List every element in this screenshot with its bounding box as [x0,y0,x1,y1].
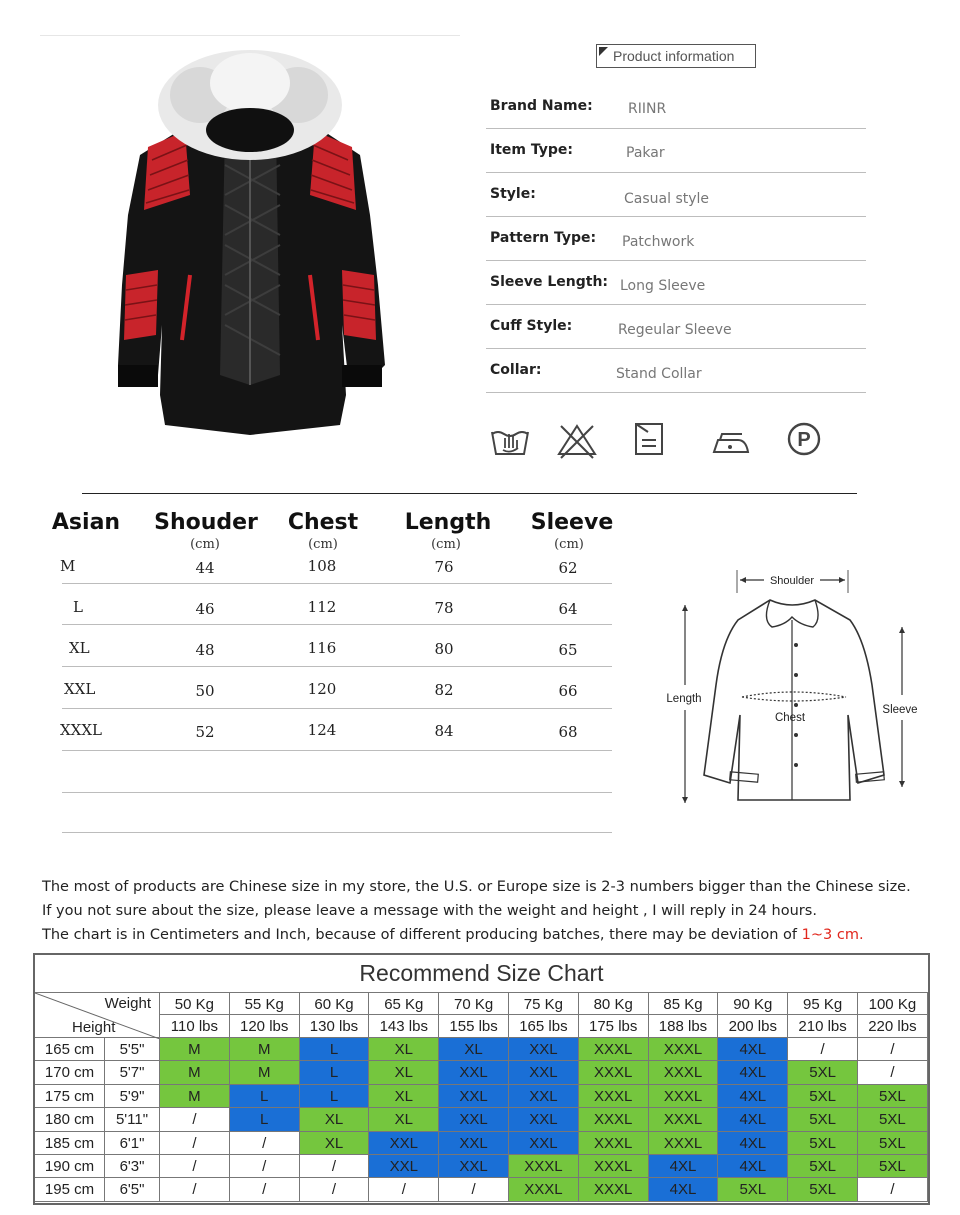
info-value: Patchwork [622,234,695,250]
size-recommend-cell: / [858,1038,928,1061]
weight-lbs-cell: 220 lbs [858,1015,928,1038]
weight-lbs-cell: 200 lbs [718,1015,788,1038]
size-recommend-cell: 4XL [718,1108,788,1131]
weight-kg-cell: 75 Kg [509,992,579,1015]
corner-triangle-icon [599,47,608,56]
table-rule [62,583,612,584]
size-recommend-cell: 4XL [718,1155,788,1178]
note-line-3 [42,927,864,943]
size-cell: 76 [434,558,454,576]
size-unit: (cm) [431,537,461,552]
hand-wash-icon [488,420,532,460]
height-cm-cell: 180 cm [35,1108,105,1131]
measurement-diagram [660,565,930,810]
size-recommend-cell: XXL [509,1108,579,1131]
size-cell: L [73,598,83,616]
sleeve-label: Sleeve [882,704,918,716]
size-header-shoulder: Shouder [154,510,258,535]
size-recommend-cell: L [300,1061,370,1084]
info-label: Style: [490,186,536,202]
info-row-pattern-type [486,216,866,261]
weight-lbs-cell: 130 lbs [300,1015,370,1038]
size-recommend-cell: XXL [369,1132,439,1155]
size-recommend-cell: L [230,1085,300,1108]
size-recommend-cell: 5XL [788,1132,858,1155]
size-recommend-cell: M [230,1061,300,1084]
size-recommend-cell: / [160,1178,230,1201]
size-recommend-cell: XXL [369,1155,439,1178]
weight-kg-cell: 50 Kg [160,992,230,1015]
table-rule [62,832,612,833]
size-recommend-cell: 4XL [649,1178,719,1201]
size-recommend-cell: XXL [509,1132,579,1155]
size-cell: 50 [195,682,215,700]
size-recommend-cell: XXL [439,1155,509,1178]
table-rule [62,792,612,793]
weight-lbs-cell: 210 lbs [788,1015,858,1038]
size-cell: XXL [64,680,96,698]
size-recommend-cell: L [300,1038,370,1061]
info-row-collar [486,348,866,393]
size-cell: XXXL [60,721,102,739]
size-recommend-cell: 4XL [718,1085,788,1108]
chest-label: Chest [774,712,806,724]
height-cm-cell: 190 cm [35,1155,105,1178]
height-cm-cell: 165 cm [35,1038,105,1061]
info-value: Pakar [626,145,665,161]
weight-lbs-cell: 155 lbs [439,1015,509,1038]
height-ft-cell: 6'5" [105,1178,160,1201]
size-cell: 44 [195,559,215,577]
size-cell: 65 [558,641,578,659]
size-cell: XL [69,639,90,657]
size-recommend-cell: XXXL [509,1155,579,1178]
weight-kg-cell: 70 Kg [439,992,509,1015]
product-jacket-image [40,35,460,455]
size-cell: 78 [434,599,454,617]
size-header-sleeve: Sleeve [530,510,614,535]
size-recommend-cell: XXXL [649,1038,719,1061]
size-cell: 68 [558,723,578,741]
size-cell: 112 [307,598,337,616]
size-recommend-cell: / [788,1038,858,1061]
info-row-item-type [486,128,866,173]
size-cell: 66 [558,682,578,700]
size-recommend-cell: XXXL [579,1178,649,1201]
size-recommend-cell: M [160,1085,230,1108]
info-label: Brand Name: [490,98,593,114]
size-recommend-cell: M [230,1038,300,1061]
size-recommend-cell: XXXL [649,1108,719,1131]
size-recommend-cell: XXXL [579,1085,649,1108]
size-recommend-cell: XXL [439,1061,509,1084]
size-recommend-cell: / [160,1108,230,1131]
size-unit: (cm) [308,537,338,552]
table-rule [62,750,612,751]
size-recommend-cell: 5XL [788,1061,858,1084]
size-cell: 116 [307,639,337,657]
size-cell: 84 [434,722,454,740]
size-cell: 52 [195,723,215,741]
height-cm-cell: 185 cm [35,1132,105,1155]
size-recommend-cell: 5XL [788,1155,858,1178]
note-line-1: The most of products are Chinese size in my store, the U.S. or Europe size is 2-3 numbers bigger than the Chinese size. [42,879,911,895]
section-divider [82,493,857,494]
size-recommend-cell: 5XL [858,1132,928,1155]
weight-kg-cell: 80 Kg [579,992,649,1015]
size-recommend-cell: XXL [439,1085,509,1108]
weight-lbs-cell: 120 lbs [230,1015,300,1038]
size-cell: 64 [558,600,578,618]
size-recommend-cell: M [160,1061,230,1084]
shoulder-label: Shoulder [769,575,815,587]
size-recommend-cell: XXXL [579,1155,649,1178]
info-row-sleeve-length [486,260,866,305]
size-recommend-cell: XXXL [649,1061,719,1084]
size-recommend-cell: XXXL [649,1132,719,1155]
size-recommend-cell: / [230,1155,300,1178]
height-cm-cell: 175 cm [35,1085,105,1108]
size-recommend-cell: 5XL [788,1085,858,1108]
size-recommend-cell: XL [369,1061,439,1084]
size-header-asian: Asian [51,510,121,535]
note-line-3-text: The chart is in Centimeters and Inch, because of different producing batches, there may be deviation of [42,927,802,943]
size-recommend-cell: 5XL [788,1178,858,1201]
size-recommend-cell: XXXL [579,1038,649,1061]
size-recommend-cell: 5XL [788,1108,858,1131]
info-label: Collar: [490,362,542,378]
size-recommend-cell: L [300,1085,370,1108]
weight-height-header [35,992,160,1038]
info-value: Regeular Sleeve [618,322,732,338]
size-recommend-cell: 4XL [718,1132,788,1155]
size-recommend-cell: XXL [509,1038,579,1061]
size-recommend-cell: XXL [509,1085,579,1108]
size-recommend-cell: 5XL [718,1178,788,1201]
iron-icon [708,420,752,460]
size-recommend-cell: / [369,1178,439,1201]
size-unit: (cm) [190,537,220,552]
size-recommend-cell: / [858,1178,928,1201]
height-cm-cell: 195 cm [35,1178,105,1201]
weight-kg-cell: 65 Kg [369,992,439,1015]
size-unit: (cm) [554,537,584,552]
deviation-value: 1~3 cm. [801,927,864,943]
info-label: Sleeve Length: [490,274,609,290]
table-rule [62,624,612,625]
weight-lbs-cell: 188 lbs [649,1015,719,1038]
size-recommend-cell: XL [369,1085,439,1108]
recommend-chart-title: Recommend Size Chart [359,960,604,986]
size-recommend-cell: XXXL [579,1061,649,1084]
tumble-dry-icon [628,420,672,460]
weight-kg-cell: 90 Kg [718,992,788,1015]
size-recommend-cell: / [160,1155,230,1178]
info-value: Casual style [624,191,710,207]
size-cell: 82 [434,681,454,699]
size-recommend-cell: L [230,1108,300,1131]
weight-kg-cell: 60 Kg [300,992,370,1015]
product-information-title: Product information [613,48,735,64]
table-rule [62,666,612,667]
weight-lbs-cell: 165 lbs [509,1015,579,1038]
info-row-brand [486,84,866,129]
size-recommend-cell: 4XL [718,1038,788,1061]
info-value: Long Sleeve [620,278,706,294]
info-row-style [486,172,866,217]
size-recommend-cell: XL [369,1038,439,1061]
size-recommend-cell: XL [369,1108,439,1131]
height-ft-cell: 5'7" [105,1061,160,1084]
weight-lbs-cell: 110 lbs [160,1015,230,1038]
size-recommend-cell: 4XL [649,1155,719,1178]
size-recommend-cell: XXL [509,1061,579,1084]
size-cell: M [60,557,76,575]
size-header-chest: Chest [287,510,359,535]
info-label: Pattern Type: [490,230,597,246]
care-letter: P [797,429,811,451]
weight-label: Weight [104,995,151,1012]
height-ft-cell: 6'3" [105,1155,160,1178]
size-cell: 120 [307,680,337,698]
size-recommend-cell: XXL [439,1132,509,1155]
size-recommend-cell: XXXL [579,1132,649,1155]
size-cell: 124 [307,721,337,739]
recommend-grid [35,992,928,1203]
size-recommend-cell: XXXL [579,1108,649,1131]
size-recommend-cell: 5XL [858,1108,928,1131]
height-ft-cell: 5'5" [105,1038,160,1061]
info-label: Cuff Style: [490,318,573,334]
size-cell: 48 [195,641,215,659]
weight-lbs-cell: 143 lbs [369,1015,439,1038]
height-cm-cell: 170 cm [35,1061,105,1084]
size-recommend-cell: / [230,1178,300,1201]
size-recommend-cell: / [300,1155,370,1178]
size-recommend-cell: / [300,1178,370,1201]
size-recommend-cell: / [858,1061,928,1084]
size-recommend-cell: XXXL [649,1085,719,1108]
table-rule [62,708,612,709]
size-recommend-cell: XL [300,1132,370,1155]
no-bleach-icon [555,420,599,460]
size-header-length: Length [404,510,492,535]
height-ft-cell: 6'1" [105,1132,160,1155]
dry-clean-icon [782,420,826,460]
weight-kg-cell: 95 Kg [788,992,858,1015]
size-recommend-cell: / [160,1132,230,1155]
weight-kg-cell: 85 Kg [649,992,719,1015]
info-row-cuff-style [486,304,866,349]
size-cell: 80 [434,640,454,658]
size-cell: 108 [307,557,337,575]
size-recommend-cell: XXL [439,1108,509,1131]
size-recommend-cell: M [160,1038,230,1061]
length-label: Length [666,693,702,705]
size-recommend-cell: 4XL [718,1061,788,1084]
info-label: Item Type: [490,142,573,158]
weight-kg-cell: 100 Kg [858,992,928,1015]
height-ft-cell: 5'9" [105,1085,160,1108]
note-line-2: If you not sure about the size, please leave a message with the weight and height , I will reply in 24 hours. [42,903,817,919]
size-cell: 62 [558,559,578,577]
size-recommend-cell: / [439,1178,509,1201]
size-recommend-cell: 5XL [858,1155,928,1178]
info-value: RIINR [628,101,667,117]
size-recommend-cell: / [230,1132,300,1155]
weight-lbs-cell: 175 lbs [579,1015,649,1038]
size-recommend-cell: XXXL [509,1178,579,1201]
info-value: Stand Collar [616,366,702,382]
size-recommend-cell: XL [300,1108,370,1131]
size-recommend-cell: 5XL [858,1085,928,1108]
height-label: Height [72,1019,116,1036]
height-ft-cell: 5'11" [105,1108,160,1131]
product-information-header [596,44,756,68]
weight-kg-cell: 55 Kg [230,992,300,1015]
size-cell: 46 [195,600,215,618]
size-recommend-cell: XL [439,1038,509,1061]
